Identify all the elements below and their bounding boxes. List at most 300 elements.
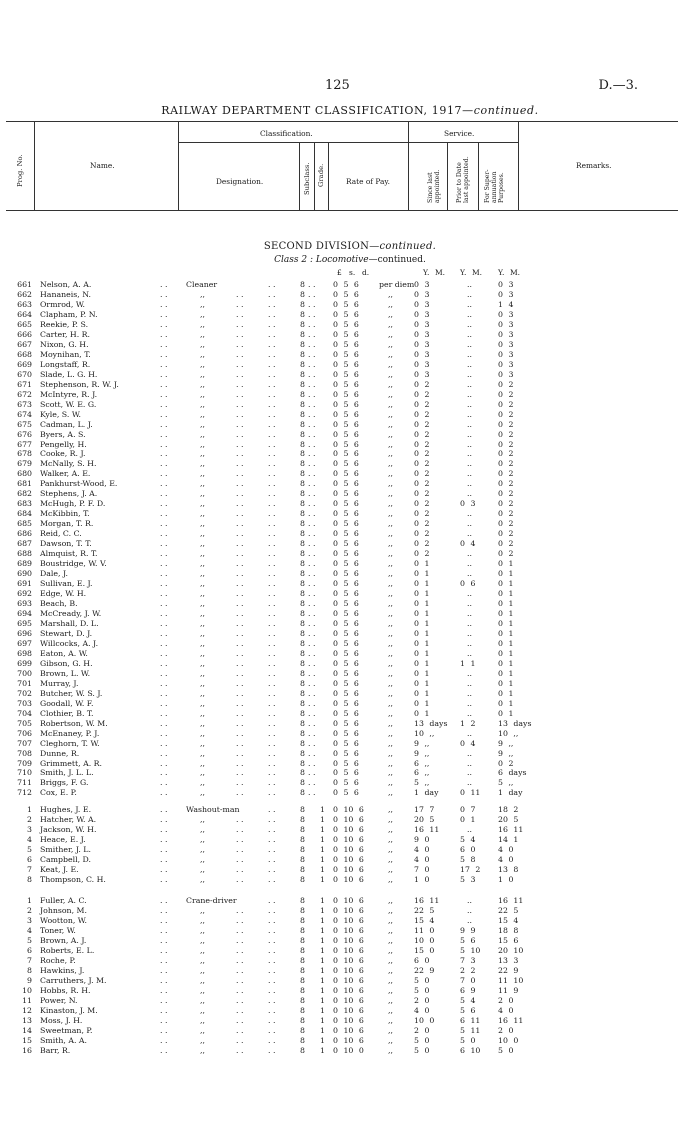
subclass: 8: [300, 668, 305, 678]
prog-no: 11: [22, 995, 32, 1005]
service-prior: 17 2: [460, 864, 481, 874]
table-row: [0, 519, 700, 529]
subclass: 8: [300, 778, 305, 788]
rate-period: ,,: [388, 319, 393, 329]
leader-dots: . .: [268, 658, 276, 668]
grade: 1: [320, 1045, 325, 1055]
leader-dots: . .: [308, 778, 316, 788]
leader-dots: . .: [160, 379, 168, 389]
division-suffix: —continued.: [369, 241, 437, 252]
table-row: [0, 719, 700, 729]
service-since-last: 13 days: [414, 718, 448, 728]
service-prior: ..: [467, 469, 472, 479]
rate-period: ,,: [388, 778, 393, 788]
employee-name: Reekie, P. S.: [40, 319, 89, 329]
service-superannuation: 6 days: [498, 768, 527, 778]
employee-name: Butcher, W. S. J.: [40, 688, 103, 698]
service-superannuation: 2 0: [498, 995, 514, 1005]
service-prior: ..: [467, 678, 472, 688]
rate-period: ,,: [388, 449, 393, 459]
rate-period: ,,: [388, 359, 393, 369]
subclass: 8: [300, 905, 305, 915]
subclass: 8: [300, 579, 305, 589]
leader-dots: . .: [236, 549, 244, 559]
leader-dots: . .: [236, 1045, 244, 1055]
prog-no: 677: [17, 439, 32, 449]
rate-of-pay: 0 5 6: [333, 678, 359, 688]
leader-dots: . .: [268, 429, 276, 439]
leader-dots: . .: [308, 289, 316, 299]
rate-period: ,,: [388, 1045, 393, 1055]
leader-dots: . .: [160, 589, 168, 599]
prog-no: 4: [27, 925, 32, 935]
ditto-mark: ,,: [200, 758, 205, 768]
subclass: 8: [300, 549, 305, 559]
table-row: [0, 709, 700, 719]
service-superannuation: 0 2: [498, 439, 514, 449]
service-prior: 0 11: [460, 788, 481, 798]
leader-dots: . .: [268, 579, 276, 589]
leader-dots: . .: [308, 708, 316, 718]
employee-name: McNally, S. H.: [40, 459, 97, 469]
rate-period: ,,: [388, 549, 393, 559]
ditto-mark: ,,: [200, 449, 205, 459]
leader-dots: . .: [308, 499, 316, 509]
subclass: 8: [300, 1015, 305, 1025]
leader-dots: . .: [268, 1045, 276, 1055]
subclass: 8: [300, 874, 305, 884]
prog-no: 678: [17, 449, 32, 459]
subclass: 8: [300, 896, 305, 905]
employee-name: Nixon, G. H.: [40, 339, 89, 349]
service-since-last: 1 0: [414, 874, 430, 884]
leader-dots: . .: [236, 439, 244, 449]
service-since-last: 5 0: [414, 985, 430, 995]
leader-dots: . .: [236, 728, 244, 738]
leader-dots: . .: [160, 758, 168, 768]
rate-period: ,,: [388, 429, 393, 439]
table-row: [0, 788, 700, 798]
leader-dots: . .: [160, 738, 168, 748]
ditto-mark: ,,: [200, 399, 205, 409]
service-prior: ..: [467, 748, 472, 758]
employee-name: Keat, J. E.: [40, 864, 79, 874]
leader-dots: . .: [308, 668, 316, 678]
leader-dots: . .: [160, 469, 168, 479]
prog-no: 692: [17, 589, 32, 599]
service-since-last: 0 1: [414, 678, 430, 688]
table-row: [0, 996, 700, 1006]
service-since-last: 10 0: [414, 1015, 435, 1025]
unit-pounds: £: [337, 268, 342, 277]
leader-dots: . .: [308, 688, 316, 698]
grade: 1: [320, 995, 325, 1005]
leader-dots: . .: [160, 718, 168, 728]
grade: 1: [320, 834, 325, 844]
subclass: 8: [300, 339, 305, 349]
leader-dots: . .: [268, 569, 276, 579]
leader-dots: . .: [268, 379, 276, 389]
subclass: 8: [300, 658, 305, 668]
leader-dots: . .: [268, 349, 276, 359]
service-since-last: 6 ,,: [414, 768, 430, 778]
leader-dots: . .: [268, 864, 276, 874]
employee-name: Hawkins, J.: [40, 965, 85, 975]
leader-dots: . .: [236, 955, 244, 965]
service-since-last: 4 0: [414, 854, 430, 864]
subclass: 8: [300, 738, 305, 748]
subclass: 8: [300, 805, 305, 814]
leader-dots: . .: [160, 708, 168, 718]
rate-period: ,,: [388, 509, 393, 519]
table-row: [0, 589, 700, 599]
grade: 1: [320, 864, 325, 874]
employee-name: Dawson, T. T.: [40, 539, 92, 549]
leader-dots: . .: [160, 579, 168, 589]
leader-dots: . .: [236, 409, 244, 419]
ditto-mark: ,,: [200, 738, 205, 748]
ditto-mark: ,,: [200, 708, 205, 718]
service-superannuation: 0 1: [498, 569, 514, 579]
leader-dots: . .: [268, 329, 276, 339]
employee-name: Smith, J. L. L.: [40, 768, 94, 778]
service-prior: ..: [467, 778, 472, 788]
service-superannuation: 0 3: [498, 280, 514, 289]
leader-dots: . .: [268, 469, 276, 479]
rate-of-pay: 0 5 6: [333, 299, 359, 309]
leader-dots: . .: [160, 309, 168, 319]
leader-dots: . .: [268, 778, 276, 788]
rate-period: ,,: [388, 329, 393, 339]
table-row: [0, 290, 700, 300]
subclass: 8: [300, 299, 305, 309]
leader-dots: . .: [236, 638, 244, 648]
table-row: [0, 1006, 700, 1016]
leader-dots: . .: [236, 289, 244, 299]
ditto-mark: ,,: [200, 905, 205, 915]
leader-dots: . .: [268, 975, 276, 985]
service-superannuation: 0 1: [498, 678, 514, 688]
ditto-mark: ,,: [200, 409, 205, 419]
service-prior: 9 9: [460, 925, 476, 935]
service-since-last: 0 2: [414, 509, 430, 519]
subclass: 8: [300, 748, 305, 758]
leader-dots: . .: [160, 864, 168, 874]
service-since-last: 0 2: [414, 389, 430, 399]
service-superannuation: 0 1: [498, 668, 514, 678]
leader-dots: . .: [268, 905, 276, 915]
service-since-last: 7 0: [414, 864, 430, 874]
table-row: [0, 896, 700, 906]
prog-no: 669: [17, 359, 32, 369]
prog-no: 682: [17, 489, 32, 499]
leader-dots: . .: [268, 419, 276, 429]
ditto-mark: ,,: [200, 748, 205, 758]
employee-name: McKibbin, T.: [40, 509, 90, 519]
leader-dots: . .: [160, 409, 168, 419]
leader-dots: . .: [236, 834, 244, 844]
prog-no: 707: [17, 738, 32, 748]
rate-period: ,,: [388, 539, 393, 549]
employee-name: Roberts, E. L.: [40, 945, 95, 955]
leader-dots: . .: [268, 479, 276, 489]
prog-no: 698: [17, 648, 32, 658]
prog-no: 15: [22, 1035, 32, 1045]
service-superannuation: 0 3: [498, 349, 514, 359]
service-since-last: 0 2: [414, 479, 430, 489]
subclass: 8: [300, 359, 305, 369]
service-superannuation: 1 day: [498, 788, 523, 798]
leader-dots: . .: [160, 539, 168, 549]
group-crane-driver: [0, 896, 700, 1056]
leader-dots: . .: [308, 299, 316, 309]
leader-dots: . .: [268, 1025, 276, 1035]
service-prior: ..: [467, 359, 472, 369]
table-row: [0, 569, 700, 579]
employee-name: Marshall, D. L.: [40, 618, 99, 628]
service-superannuation: 5 ,,: [498, 778, 514, 788]
leader-dots: . .: [308, 599, 316, 608]
table-row: [0, 629, 700, 639]
leader-dots: . .: [236, 985, 244, 995]
rate-of-pay: 0 10 6: [333, 1015, 364, 1025]
rate-of-pay: 0 5 6: [333, 608, 359, 618]
service-since-last: 0 1: [414, 648, 430, 658]
service-prior: 0 7: [460, 805, 476, 814]
service-prior: ..: [467, 389, 472, 399]
leader-dots: . .: [268, 748, 276, 758]
prog-no: 704: [17, 708, 32, 718]
leader-dots: . .: [308, 559, 316, 569]
page-title: [0, 104, 700, 117]
ditto-mark: ,,: [200, 459, 205, 469]
service-since-last: 17 7: [414, 805, 435, 814]
rate-of-pay: 0 5 6: [333, 479, 359, 489]
rate-of-pay: 0 5 6: [333, 628, 359, 638]
ditto-mark: ,,: [200, 499, 205, 509]
rate-of-pay: 0 5 6: [333, 289, 359, 299]
service-prior: ..: [467, 628, 472, 638]
service-since-last: 5 0: [414, 1045, 430, 1055]
rate-period: ,,: [388, 915, 393, 925]
service-since-last: 6 ,,: [414, 758, 430, 768]
service-since-last: 0 3: [414, 280, 430, 289]
class-suffix: —continued.: [368, 255, 426, 265]
leader-dots: . .: [236, 509, 244, 519]
ditto-mark: ,,: [200, 768, 205, 778]
service-since-last: 1 day: [414, 788, 439, 798]
service-prior: ..: [467, 905, 472, 915]
subclass: 8: [300, 995, 305, 1005]
service-prior: 0 4: [460, 738, 476, 748]
subclass: 8: [300, 280, 305, 289]
subclass: 8: [300, 329, 305, 339]
table-row: [0, 768, 700, 778]
rate-of-pay: 0 10 6: [333, 965, 364, 975]
leader-dots: . .: [236, 349, 244, 359]
leader-dots: . .: [160, 658, 168, 668]
subclass: 8: [300, 589, 305, 599]
service-prior: ..: [467, 728, 472, 738]
service-superannuation: 0 2: [498, 429, 514, 439]
rate-of-pay: 0 5 6: [333, 309, 359, 319]
service-prior: 5 3: [460, 874, 476, 884]
rate-period: ,,: [388, 648, 393, 658]
leader-dots: . .: [268, 896, 276, 905]
service-superannuation: 15 6: [498, 935, 519, 945]
grade: 1: [320, 935, 325, 945]
table-row: [0, 805, 700, 815]
service-since-last: 9 ,,: [414, 748, 430, 758]
prog-no: 665: [17, 319, 32, 329]
service-since-last: 0 3: [414, 359, 430, 369]
rate-of-pay: 0 10 6: [333, 955, 364, 965]
prog-no: 672: [17, 389, 32, 399]
designation: Cleaner: [186, 280, 218, 289]
leader-dots: . .: [308, 280, 316, 289]
ditto-mark: ,,: [200, 648, 205, 658]
subclass: 8: [300, 935, 305, 945]
subclass: 8: [300, 439, 305, 449]
unit-y1: Y.: [423, 268, 430, 277]
leader-dots: . .: [160, 369, 168, 379]
rate-period: ,,: [388, 599, 393, 608]
ditto-mark: ,,: [200, 429, 205, 439]
service-prior: 7 0: [460, 975, 476, 985]
table-row: [0, 936, 700, 946]
prog-no: 3: [27, 915, 32, 925]
service-since-last: 0 2: [414, 449, 430, 459]
ditto-mark: ,,: [200, 698, 205, 708]
service-superannuation: 15 4: [498, 915, 519, 925]
leader-dots: . .: [308, 589, 316, 599]
prog-no: 1: [27, 896, 32, 905]
leader-dots: . .: [160, 599, 168, 608]
prog-no: 3: [27, 824, 32, 834]
leader-dots: . .: [160, 289, 168, 299]
leader-dots: . .: [308, 529, 316, 539]
employee-name: Toner, W.: [40, 925, 76, 935]
grade: 1: [320, 975, 325, 985]
subclass: 8: [300, 319, 305, 329]
group-cleaner: [0, 280, 700, 798]
service-superannuation: 13 3: [498, 955, 519, 965]
rate-period: ,,: [388, 748, 393, 758]
grade: 1: [320, 1015, 325, 1025]
header-service: Service.: [444, 129, 475, 138]
ditto-mark: ,,: [200, 638, 205, 648]
leader-dots: . .: [308, 788, 316, 798]
leader-dots: . .: [236, 788, 244, 798]
prog-no: 12: [22, 1005, 32, 1015]
ditto-mark: ,,: [200, 539, 205, 549]
title-suffix: —continued.: [462, 104, 539, 117]
table-row: [0, 1046, 700, 1056]
grade: 1: [320, 945, 325, 955]
rate-period: ,,: [388, 379, 393, 389]
service-prior: 0 6: [460, 579, 476, 589]
employee-name: Walker, A. E.: [40, 469, 91, 479]
class-label: Class 2 : Locomotive: [274, 255, 369, 265]
rate-of-pay: 0 10 6: [333, 985, 364, 995]
employee-name: Goodall, W. F.: [40, 698, 94, 708]
rate-of-pay: 0 5 6: [333, 509, 359, 519]
prog-no: 668: [17, 349, 32, 359]
leader-dots: . .: [160, 874, 168, 884]
rate-of-pay: 0 10 6: [333, 1035, 364, 1045]
prog-no: 7: [27, 955, 32, 965]
ditto-mark: ,,: [200, 599, 205, 608]
leader-dots: . .: [236, 529, 244, 539]
service-prior: 7 3: [460, 955, 476, 965]
rate-of-pay: 0 5 6: [333, 758, 359, 768]
leader-dots: . .: [236, 738, 244, 748]
leader-dots: . .: [160, 975, 168, 985]
leader-dots: . .: [160, 449, 168, 459]
leader-dots: . .: [160, 844, 168, 854]
unit-y2: Y.: [460, 268, 467, 277]
leader-dots: . .: [236, 935, 244, 945]
subclass: 8: [300, 955, 305, 965]
service-prior: 5 8: [460, 854, 476, 864]
leader-dots: . .: [236, 1005, 244, 1015]
rate-of-pay: 0 10 6: [333, 896, 364, 905]
prog-no: 2: [27, 814, 32, 824]
employee-name: Morgan, T. R.: [40, 519, 94, 529]
rate-period: ,,: [388, 489, 393, 499]
header-for-super: For Super-annuation Purposes.: [484, 169, 505, 203]
header-rate-of-pay: Rate of Pay.: [346, 177, 390, 186]
service-superannuation: 0 2: [498, 399, 514, 409]
ditto-mark: ,,: [200, 289, 205, 299]
leader-dots: . .: [308, 409, 316, 419]
employee-name: Hatcher, W. A.: [40, 814, 97, 824]
ditto-mark: ,,: [200, 589, 205, 599]
service-since-last: 0 1: [414, 698, 430, 708]
leader-dots: . .: [160, 935, 168, 945]
prog-no: 662: [17, 289, 32, 299]
service-since-last: 5 0: [414, 1035, 430, 1045]
rate-period: ,,: [388, 854, 393, 864]
table-row: [0, 966, 700, 976]
rate-of-pay: 0 10 6: [333, 864, 364, 874]
leader-dots: . .: [236, 708, 244, 718]
service-superannuation: 18 8: [498, 925, 519, 935]
rate-period: ,,: [388, 299, 393, 309]
service-prior: ..: [467, 439, 472, 449]
rate-of-pay: 0 5 6: [333, 648, 359, 658]
leader-dots: . .: [268, 449, 276, 459]
leader-dots: . .: [268, 399, 276, 409]
service-since-last: 0 1: [414, 688, 430, 698]
page-number: 125: [325, 78, 350, 93]
subclass: 8: [300, 698, 305, 708]
subclass: 8: [300, 399, 305, 409]
leader-dots: . .: [160, 814, 168, 824]
prog-no: 16: [22, 1045, 32, 1055]
designation: Crane-driver: [186, 896, 237, 905]
leader-dots: . .: [308, 628, 316, 638]
leader-dots: . .: [160, 805, 168, 814]
unit-y3: Y.: [498, 268, 505, 277]
leader-dots: . .: [236, 718, 244, 728]
ditto-mark: ,,: [200, 299, 205, 309]
prog-no: 701: [17, 678, 32, 688]
leader-dots: . .: [236, 824, 244, 834]
leader-dots: . .: [268, 499, 276, 509]
leader-dots: . .: [268, 309, 276, 319]
leader-dots: . .: [308, 658, 316, 668]
